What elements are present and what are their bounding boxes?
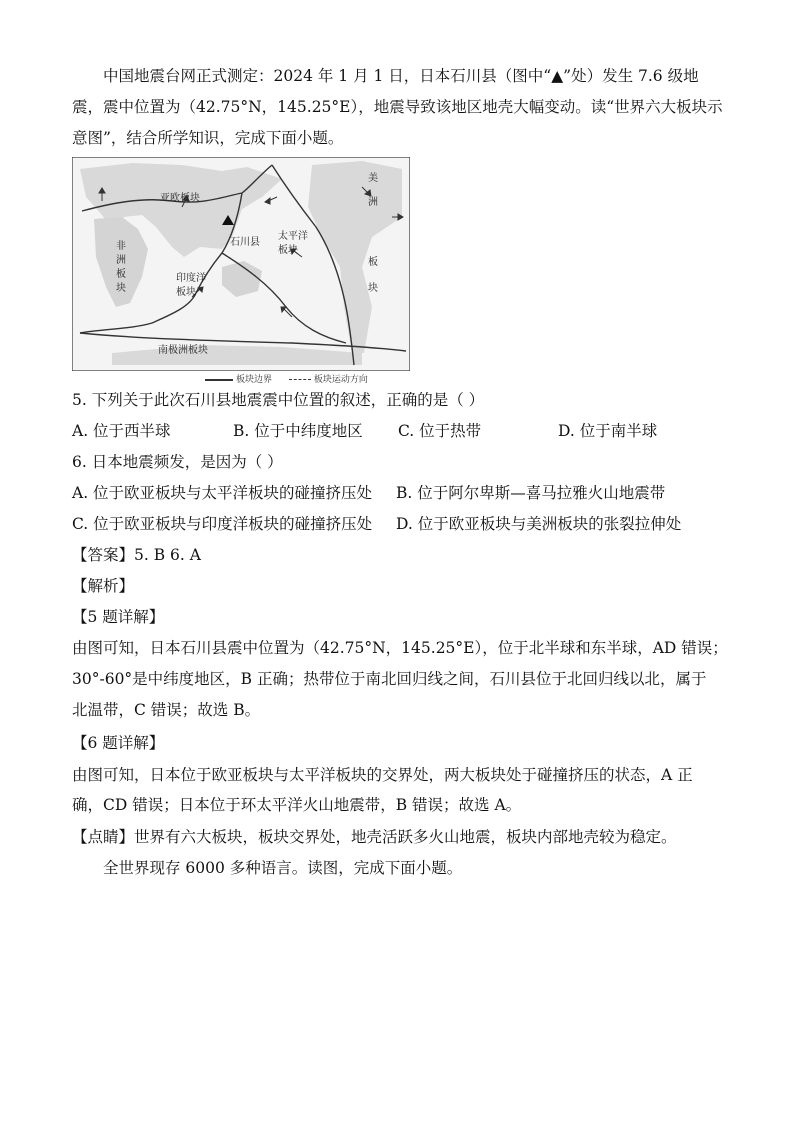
intro-line-2: 震，震中位置为（42.75°N，145.25°E），地震导致该地区地壳大幅变动。读“世界六大板块示 [72, 98, 723, 116]
q6-option-d: D. 位于欧亚板块与美洲板块的张裂拉伸处 [396, 515, 682, 533]
analysis-header: 【解析】 [72, 577, 135, 595]
q5-detail-line-3: 北温带，C 错误；故选 B。 [72, 701, 261, 719]
q5-detail-line-1: 由图可知，日本石川县震中位置为（42.75°N，145.25°E），位于北半球和东半球，AD 错误； [72, 639, 728, 657]
motion-legend-swatch [289, 379, 311, 380]
svg-text:非: 非 [116, 241, 126, 252]
q6-option-c: C. 位于欧亚板块与印度洋板块的碰撞挤压处 [72, 515, 373, 533]
svg-text:块: 块 [116, 283, 126, 294]
q6-option-a: A. 位于欧亚板块与太平洋板块的碰撞挤压处 [72, 484, 373, 502]
next-section-intro: 全世界现存 6000 多种语言。读图，完成下面小题。 [103, 859, 463, 877]
svg-text:板块: 板块 [176, 287, 196, 298]
intro-line-1: 中国地震台网正式测定：2024 年 1 月 1 日，日本石川县（图中“▲”处）发生 7.6 级地 [103, 67, 699, 85]
q5-option-c: C. 位于热带 [398, 422, 482, 440]
q5-option-a: A. 位于西半球 [72, 422, 171, 440]
svg-text:板: 板 [368, 257, 378, 268]
svg-text:洲: 洲 [368, 197, 378, 208]
q5-detail-header: 【5 题详解】 [72, 608, 165, 626]
tip: 【点睛】世界有六大板块，板块交界处，地壳活跃多火山地震，板块内部地壳较为稳定。 [72, 828, 677, 846]
svg-text:块: 块 [368, 283, 378, 294]
answer: 【答案】5. B 6. A [72, 546, 201, 564]
label-eurasia: 亚欧板块 [160, 193, 200, 204]
legend-motion: 板块运动方向 [313, 375, 368, 385]
q6-option-b: B. 位于阿尔卑斯—喜马拉雅火山地震带 [396, 484, 666, 502]
svg-text:印度洋: 印度洋 [176, 273, 206, 284]
q5-stem: 5. 下列关于此次石川县地震震中位置的叙述，正确的是（ ） [72, 391, 485, 409]
svg-text:太平洋: 太平洋 [278, 231, 308, 242]
boundary-legend-swatch [205, 379, 233, 381]
label-ishikawa: 石川县 [230, 237, 260, 248]
svg-text:板: 板 [116, 269, 126, 280]
q6-stem: 6. 日本地震频发，是因为（ ） [72, 453, 283, 471]
q6-detail-line-2: 确，CD 错误；日本位于环太平洋火山地震带，B 错误；故选 A。 [72, 796, 522, 814]
label-antarctic: 南极洲板块 [158, 345, 208, 356]
plate-map [72, 157, 410, 371]
svg-text:美: 美 [368, 173, 378, 184]
q5-option-b: B. 位于中纬度地区 [233, 422, 363, 440]
intro-line-3: 意图”，结合所学知识，完成下面小题。 [72, 129, 344, 147]
q6-detail-header: 【6 题详解】 [72, 734, 165, 752]
q5-option-d: D. 位于南半球 [558, 422, 658, 440]
map-legend [205, 372, 368, 385]
svg-text:板块: 板块 [278, 245, 298, 256]
q6-detail-line-1: 由图可知，日本位于欧亚板块与太平洋板块的交界处，两大板块处于碰撞挤压的状态，A 正 [72, 766, 693, 784]
q5-detail-line-2: 30°-60°是中纬度地区，B 正确；热带位于南北回归线之间，石川县位于北回归线以北，属于 [72, 670, 707, 688]
legend-boundary: 板块边界 [236, 375, 273, 385]
svg-text:洲: 洲 [116, 255, 126, 266]
